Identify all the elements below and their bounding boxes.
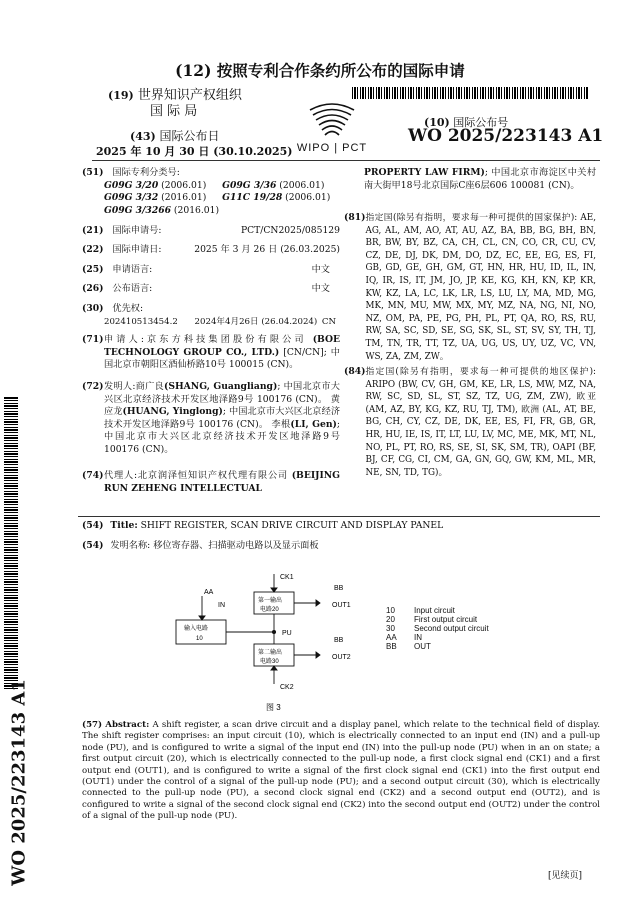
abstract-code: (57) [82,720,103,730]
label-bb-2: BB [334,637,344,644]
ipc-date: (2006.01) [285,192,331,204]
box-input-no: 10 [196,636,203,642]
box-first-label: 第一输出 [258,598,283,604]
inventor-2-address: ; 中国北京市大兴区北京经济技术开发区地泽路9号 100176 (CN)。 李根 [104,406,341,430]
legend-num: 20 [386,615,395,624]
legend-text: First output circuit [414,615,478,624]
filing-lang-label: 申请语言: [112,264,153,275]
pub-date-label: 国际公布日 [159,129,220,143]
circuit-diagram [150,566,370,716]
label-aa: AA [204,589,214,596]
inventor-code: (72) [82,381,104,392]
app-no-row [82,225,340,238]
ipc-item: G09G 3/36 [222,179,277,191]
app-no-label: 国际申请号: [112,225,162,236]
filing-lang-code: (25) [82,264,104,275]
ipc-item: G09G 3/20 [104,179,159,191]
legend-row [386,606,586,615]
title-code: (54) [82,520,104,531]
pub-date-code: (43) [130,130,156,143]
label-ck1: CK1 [280,574,294,581]
filing-date-row [82,244,340,257]
priority-country: CN [321,316,336,327]
legend-num: BB [386,642,397,651]
applicant-label: 申请人: [104,334,144,345]
inventor-1-en: (SHANG, Guangliang) [164,381,278,392]
legend-num: 10 [386,606,395,615]
filing-lang-value: 中文 [311,264,330,275]
states-regional-label: 指定国(除另有指明，要求每一种可提供的地区保护): [365,367,596,377]
legend-row [386,615,586,624]
states-national-code: (81) [344,212,366,223]
label-ck2: CK2 [280,684,294,691]
inventor-section [82,381,340,457]
pub-no-label: 国际公布号 [453,116,509,129]
applicant-code: (71) [82,334,104,345]
title-rule [78,516,600,517]
title-label-en: Title: [110,520,138,531]
title-cn-row [82,540,602,553]
legend-text: IN [414,633,422,642]
states-regional-list: ARIPO (BW, CV, GH, GM, KE, LR, LS, MW, MZ, NA, RW, SC, SD, SL, ST, SZ, TZ, UG, ZM, ZW), 欧亚 (AM, AZ, BY, KG, KZ, RU, TJ, TM), 欧洲 (AL, AT, BE, BG, CH, CY, CZ, DE, DK, EE, ES, FI, FR, GB, GR, HR, HU, IE, IS, IT, LT, LU, LV, MC, ME, MK, MT, NL, NO, PL, PT, RO, RS, SE, SI, SK, SM, TR), OAPI (BF, BJ, CF, CG, CI, CM, GA, GN, GQ, GW, KM, ML, MR, NE, SN, TD, TG)。 [365,379,596,478]
inventor-3-address: ; 中国北京市大兴区北京经济技术开发区地泽路9号 100176 (CN)。 [104,418,340,455]
figure-caption: 图 3 [266,703,281,712]
header-rule [92,160,600,161]
agent-name-en-cont: PROPERTY LAW FIRM) [364,167,485,178]
top-barcode [352,87,588,99]
priority-number: 202410513454.2 [104,316,178,327]
inventor-label: 发明人: [104,381,136,392]
states-national-list: AE, AG, AL, AM, AO, AT, AU, AZ, BA, BB, BG, BH, BN, BR, BW, BY, BZ, CA, CH, CL, CN, CO, CR, CU, CV, CZ, DE, DJ, DK, DM, DO, DZ, EC, EE, EG, ES, FI, GB, GD, GE, GH, GM, GT, HN, HR, HU, ID, IL, IN, IQ, IR, IS, IT, JM, JO, JP, KE, KG, KH, KN, KP, KR, KW, KZ, LA, LC, LK, LR, LS, LU, LY, MA, MD, MG, MK, MN, MU, MW, MX, MY, MZ, NA, NG, NI, NO, NZ, OM, PA, PE, PG, PH, PL, PT, QA, RO, RS, RU, RW, SA, SC, SD, SE, SG, SK, SL, ST, SV, SY, TH, TJ, TM, TN, TR, TT, TZ, UA, UG, US, UY, UZ, VC, VN, WS, ZA, ZM, ZW。 [365,213,596,362]
ipc-date: (2016.01) [161,192,207,204]
designated-states-national [344,212,596,363]
applicant-section [82,334,340,372]
legend-text: OUT [414,642,431,651]
ipc-item: G11C 19/28 [222,192,283,204]
pub-date-label-row [130,127,220,144]
agent-continued [364,167,596,192]
legend-num: 30 [386,624,395,633]
filing-date-code: (22) [82,244,104,255]
box-second-label: 第二输出 [258,650,283,656]
agent-name-en: (BEIJING RUN ZEHENG INTELLECTUAL [104,470,341,494]
applicant-name-en: (BOE TECHNOLOGY GROUP CO., LTD.) [104,334,340,358]
agent-section [82,470,340,495]
filing-lang-row [82,264,340,277]
pub-lang-label: 公布语言: [112,283,153,294]
legend-num: AA [386,633,397,642]
filing-date-label: 国际申请日: [112,244,162,255]
legend-row [386,633,586,642]
title-value-en: SHIFT REGISTER, SCAN DRIVE CIRCUIT AND DISPLAY PANEL [140,520,444,531]
title-label-cn: 发明名称: [110,540,151,551]
states-national-label: 指定国(除另有指明，要求每一种可提供的国家保护): [365,213,578,223]
legend-text: Second output circuit [414,624,489,633]
states-regional-code: (84) [344,366,366,377]
legend-text: Input circuit [414,606,455,615]
app-no-code: (21) [82,225,104,236]
title-code-cn: (54) [82,540,104,551]
ipc-item: G09G 3/32 [104,192,159,204]
ipc-date: (2006.01) [161,179,207,191]
pub-no-value: WO 2025/223143 A1 [408,126,604,146]
label-bb-1: BB [334,585,344,592]
agent-label: 代理人: [104,470,138,481]
pub-lang-code: (26) [82,283,104,294]
wipo-emblem-icon [296,100,368,140]
side-pub-number: WO 2025/223143 A1 [8,679,30,886]
legend-row [386,624,586,633]
pub-no-code: (10) [424,116,450,129]
designated-states-regional [344,366,596,479]
priority-date: 2024年4月26日 (26.04.2024) [194,316,318,327]
ipc-item: G09G 3/3266 [104,204,171,216]
label-pu: PU [282,630,292,637]
title-value-cn: 移位寄存器、扫描驱动电路以及显示面板 [153,540,319,551]
org-name: 世界知识产权组织 [137,88,242,103]
box-first-sub: 电路20 [260,607,279,613]
inventor-1-cn: 商广良 [135,381,164,392]
label-out1: OUT1 [332,602,351,609]
org-code: (19) [108,89,134,102]
wipo-logo [296,100,368,156]
ipc-label: 国际专利分类号: [112,167,180,178]
inventor-2-en: (HUANG, Yinglong) [122,406,223,418]
title-en-row [82,520,602,533]
abstract-label: Abstract: [105,720,150,730]
ipc-code: (51) [82,167,104,178]
pub-lang-row [82,283,340,296]
box-input-label: 输入电路 [184,626,209,632]
app-no-value: PCT/CN2025/085129 [240,225,340,236]
inventor-1-address: ; 中国北京市大兴区北京经济技术开发区地泽路9号 100176 (CN)。 黄应龙 [104,381,340,418]
agent-name-cn: 北京润泽恒知识产权代理有限公司 [137,470,288,481]
applicant-address: [CN/CN]; 中国北京市朝阳区酒仙桥路10号 100015 (CN)。 [104,346,340,371]
ipc-date: (2016.01) [173,204,220,216]
applicant-name-cn: 京东方科技集团股份有限公司 [143,334,307,345]
box-second-sub: 电路30 [260,659,279,665]
ipc-section [82,167,340,217]
agent-code: (74) [82,470,104,481]
abstract-section [82,720,600,823]
side-barcode [4,397,18,689]
doc-type-title: (12) 按照专利合作条约所公布的国际申请 [175,61,465,80]
label-in: IN [218,602,225,609]
pub-date-value: 2025 年 10 月 30 日 (30.10.2025) [96,145,293,158]
abstract-text: A shift register, a scan drive circuit and a display panel, which relate to the technical field of display. The shift register comprises: an input circuit (10), which is electrically connected to an input end (IN) and a pull-up node (PU), and is configured to write a signal of the input end (IN) into the pull-up node (PU) when in an on state; a first output circuit (20), which is electrically connected to the pull-up node, a first clock signal end (CK1) and a first output end (OUT1), and is configured to write a signal of the first clock signal end (CK1) into the first output end (OUT1) under the control of a signal of the pull-up node (PU); and a second output circuit (30), which is electrically connected to the pull-up node (PU), a second clock signal end (CK2) and a second output end (OUT2), and is configured to write a signal of the second clock signal end (CK2) into the second output end (OUT2) under the control of a signal of the pull-up node (PU). [82,720,600,822]
org-sub: 国 际 局 [150,104,198,119]
inventor-3-en: (LI, Gen) [290,418,337,430]
filing-date-value: 2025 年 3 月 26 日 (26.03.2025) [194,244,340,255]
label-out2: OUT2 [332,654,351,661]
agent-address: ; 中国北京市海淀区中关村南大街甲18号北京国际C座6层606 100081 (CN)。 [364,167,597,191]
priority-label: 优先权: [112,303,144,314]
priority-code: (30) [82,303,104,314]
ipc-date: (2006.01) [279,179,325,191]
wipo-logo-text: WIPO | PCT [296,142,368,154]
pub-lang-value: 中文 [311,283,330,294]
figure-legend [386,606,586,651]
priority-section [82,303,340,328]
continued-note: [见续页] [548,871,583,881]
legend-row [386,642,586,651]
